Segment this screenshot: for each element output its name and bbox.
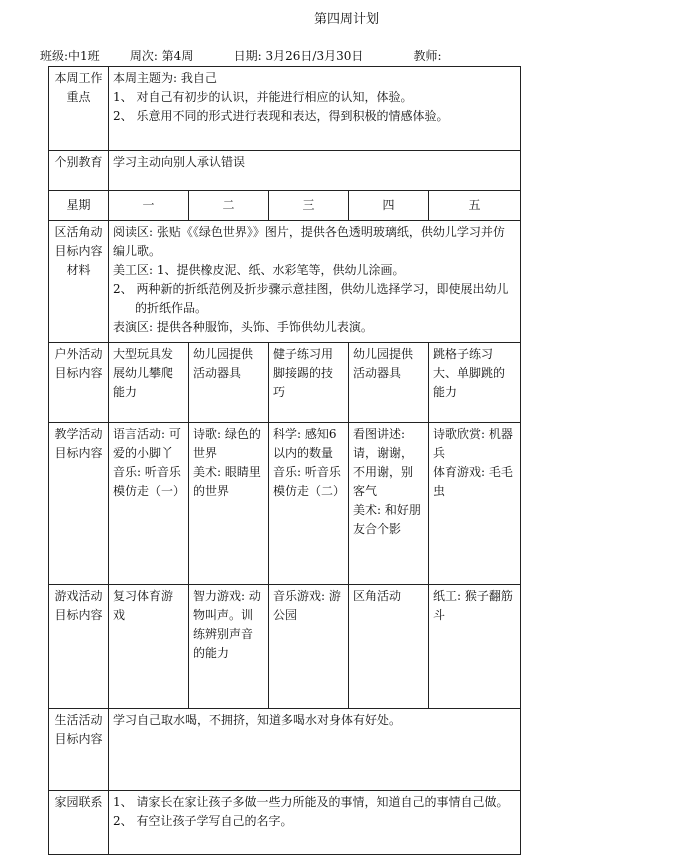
teaching-3-a: 科学: 感知6以内的数量 bbox=[273, 427, 337, 460]
page-title: 第四周计划 bbox=[313, 12, 379, 27]
weekday-1: 一 bbox=[109, 191, 189, 221]
teaching-cell-3 bbox=[269, 423, 349, 585]
outdoor-cell-3: 健子练习用脚接踢的技巧 bbox=[269, 343, 349, 423]
areas-line-2: 美工区: 1、提供橡皮泥、纸、水彩笔等，供幼儿涂画。 bbox=[113, 263, 405, 277]
row-teaching bbox=[49, 423, 521, 585]
areas-content bbox=[109, 221, 521, 343]
weekday-3: 三 bbox=[269, 191, 349, 221]
teaching-1-a: 语言活动: 可爱的小脚丫 bbox=[113, 427, 181, 460]
individual-content: 学习主动向别人承认错误 bbox=[109, 151, 521, 191]
teaching-cell-5 bbox=[429, 423, 521, 585]
row-label-life: 生活活动目标内容 bbox=[49, 709, 109, 791]
areas-line-1: 阅读区: 张贴《《绿色世界》》图片，提供各色透明玻璃纸，供幼儿学习并仿编儿歌。 bbox=[113, 225, 505, 258]
row-games bbox=[49, 585, 521, 709]
teaching-3-b: 音乐: 听音乐模仿走（二） bbox=[273, 465, 346, 498]
teaching-2-b: 美术: 眼睛里的世界 bbox=[193, 465, 261, 498]
row-label-outdoor: 户外活动目标内容 bbox=[49, 343, 109, 423]
teaching-5-a: 诗歌欣赏: 机器兵 bbox=[433, 427, 513, 460]
focus-theme: 本周主题为: 我自己 bbox=[113, 71, 217, 85]
weekly-plan-table bbox=[48, 66, 521, 855]
teaching-cell-2 bbox=[189, 423, 269, 585]
class-info-line bbox=[40, 47, 442, 64]
games-cell-2: 智力游戏: 动物叫声。训练辨别声音的能力 bbox=[189, 585, 269, 709]
teaching-cell-1 bbox=[109, 423, 189, 585]
life-content: 学习自己取水喝，不拥挤，知道多喝水对身体有好处。 bbox=[109, 709, 521, 791]
teaching-2-a: 诗歌: 绿色的世界 bbox=[193, 427, 261, 460]
row-weekdays bbox=[49, 191, 521, 221]
home-content bbox=[109, 791, 521, 855]
weekday-2: 二 bbox=[189, 191, 269, 221]
teaching-4-b: 美术: 和好朋友合个影 bbox=[353, 503, 421, 536]
games-cell-4: 区角活动 bbox=[349, 585, 429, 709]
home-item-1: 1、 请家长在家让孩子多做一些力所能及的事情，知道自己的事情自己做。 bbox=[113, 795, 509, 809]
row-label-individual: 个别教育 bbox=[49, 151, 109, 191]
row-label-areas: 区活角动目标内容材料 bbox=[49, 221, 109, 343]
focus-item-2: 2、 乐意用不同的形式进行表现和表达，得到积极的情感体验。 bbox=[113, 109, 449, 123]
games-cell-5: 纸工: 猴子翻筋斗 bbox=[429, 585, 521, 709]
row-label-weekday: 星期 bbox=[49, 191, 109, 221]
outdoor-cell-5: 跳格子练习大、单脚跳的能力 bbox=[429, 343, 521, 423]
games-cell-3: 音乐游戏: 游公园 bbox=[269, 585, 349, 709]
row-area-activities bbox=[49, 221, 521, 343]
outdoor-cell-1: 大型玩具发展幼儿攀爬能力 bbox=[109, 343, 189, 423]
class-label: 班级:中1班 bbox=[40, 49, 100, 63]
outdoor-cell-2: 幼儿园提供活动器具 bbox=[189, 343, 269, 423]
week-label: 周次: 第4周 bbox=[129, 49, 194, 63]
row-label-games: 游戏活动目标内容 bbox=[49, 585, 109, 709]
areas-line-3: 2、 两种新的折纸范例及折步骤示意挂图，供幼儿选择学习，即使展出幼儿的折纸作品。 bbox=[113, 282, 509, 315]
areas-line-4: 表演区: 提供各种服饰，头饰、手饰供幼儿表演。 bbox=[113, 320, 373, 334]
teaching-5-b: 体育游戏: 毛毛虫 bbox=[433, 465, 513, 498]
focus-content bbox=[109, 67, 521, 151]
teacher-label: 教师: bbox=[413, 49, 442, 63]
date-label: 日期: 3月26日/3月30日 bbox=[233, 49, 364, 63]
row-label-home: 家园联系 bbox=[49, 791, 109, 855]
teaching-4-a: 看图讲述: 请，谢谢，不用谢，别客气 bbox=[353, 427, 414, 498]
weekday-5: 五 bbox=[429, 191, 521, 221]
row-label-focus: 本周工作重点 bbox=[49, 67, 109, 151]
row-home bbox=[49, 791, 521, 855]
row-weekly-focus bbox=[49, 67, 521, 151]
focus-item-1: 1、 对自己有初步的认识，并能进行相应的认知，体验。 bbox=[113, 90, 413, 104]
teaching-cell-4 bbox=[349, 423, 429, 585]
row-label-teaching: 教学活动目标内容 bbox=[49, 423, 109, 585]
row-outdoor bbox=[49, 343, 521, 423]
outdoor-cell-4: 幼儿园提供活动器具 bbox=[349, 343, 429, 423]
teaching-1-b: 音乐: 听音乐模仿走（一） bbox=[113, 465, 186, 498]
row-individual bbox=[49, 151, 521, 191]
weekday-4: 四 bbox=[349, 191, 429, 221]
games-cell-1: 复习体育游戏 bbox=[109, 585, 189, 709]
home-item-2: 2、 有空让孩子学写自己的名字。 bbox=[113, 814, 293, 828]
row-life bbox=[49, 709, 521, 791]
